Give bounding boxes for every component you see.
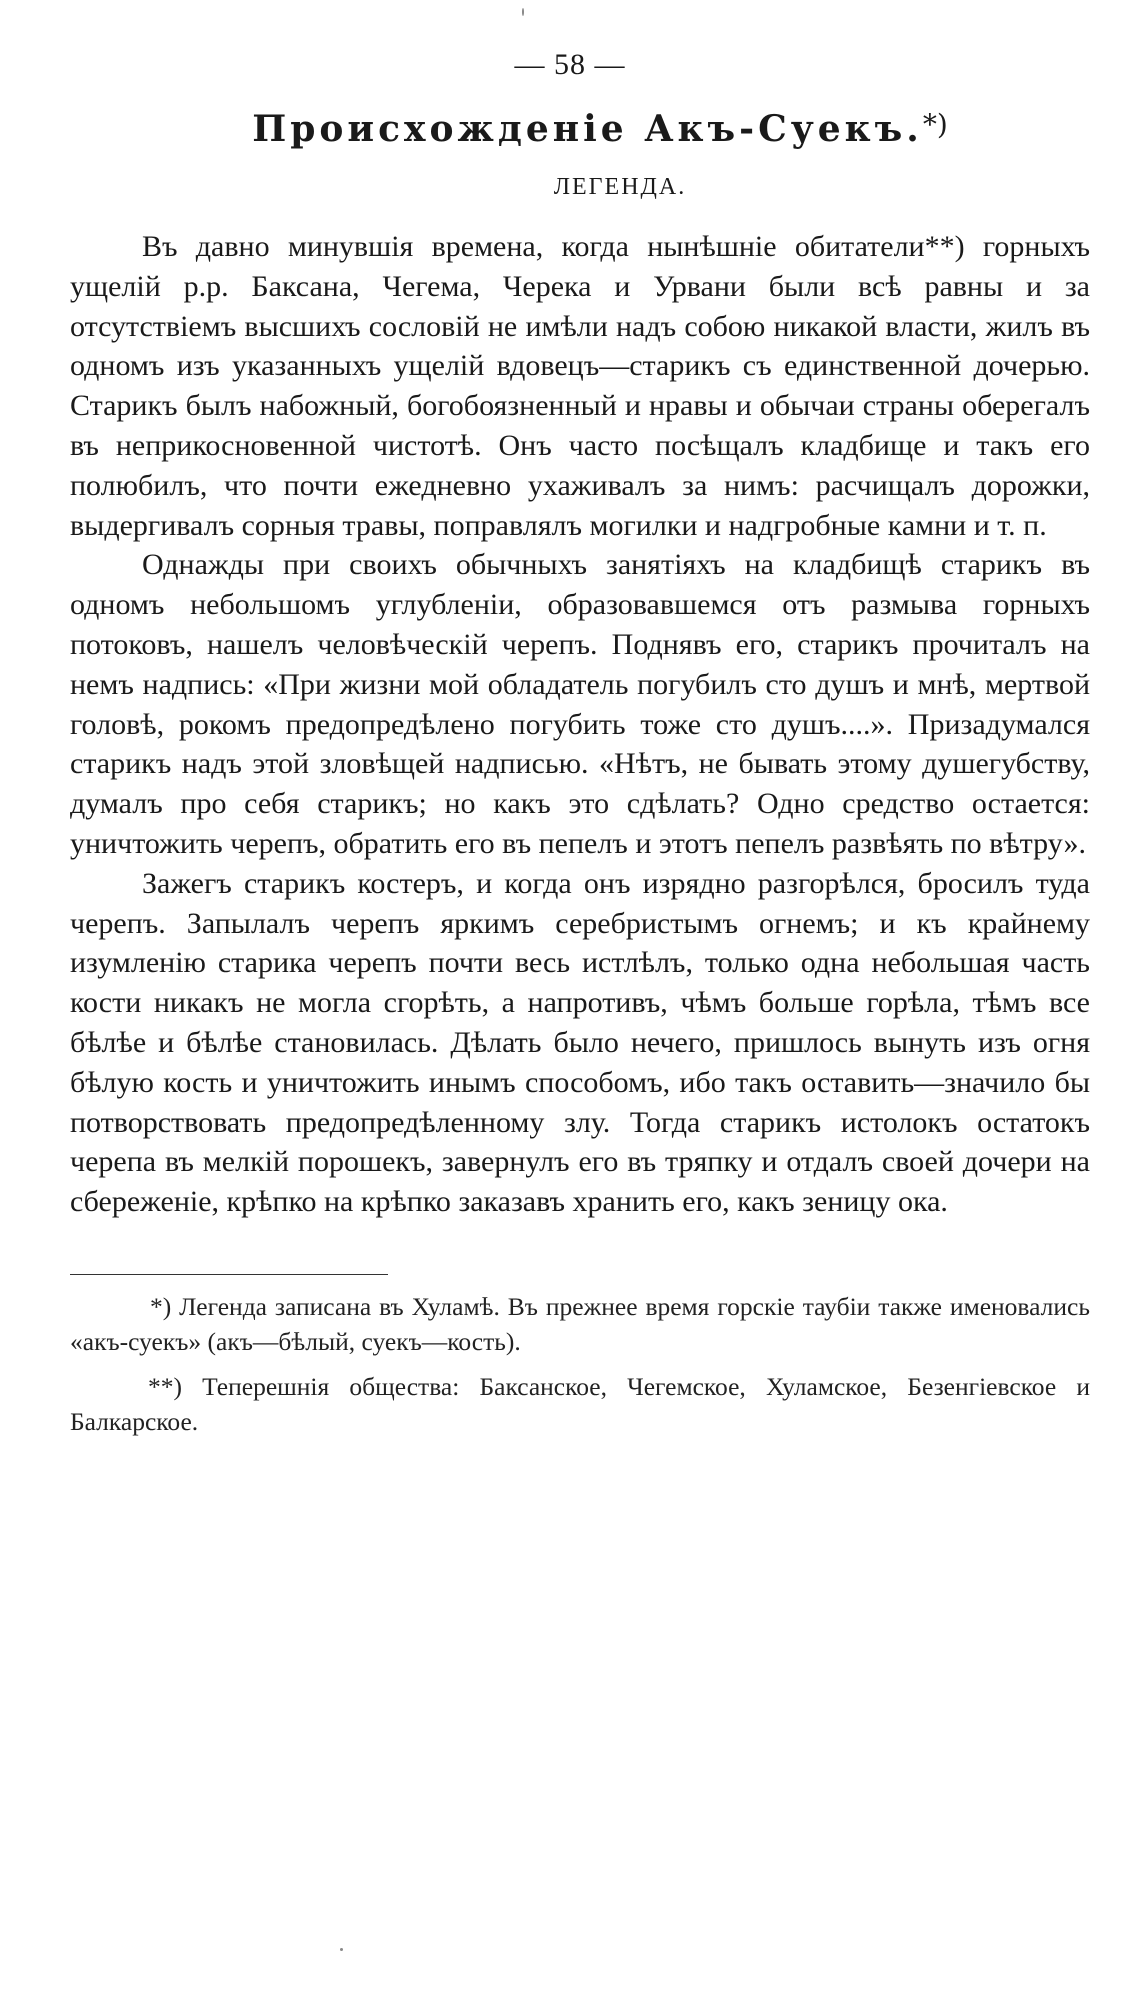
- footnote-divider: [70, 1274, 388, 1275]
- chapter-subtitle: ЛЕГЕНДА.: [553, 174, 687, 200]
- chapter-title-text: Происхожденіе Акъ-Суекъ.: [252, 108, 923, 150]
- paragraph: Въ давно минувшія времена, когда нынѣшніе обитатели**) горныхъ ущелій р.р. Баксана, Чегема, Черека и Урвани были всѣ равны и за отсутствіемъ высшихъ сословій не имѣли надъ собою никакой власти, жилъ въ одномъ изъ указанныхъ ущелій вдовецъ—старикъ съ единственной дочерью. Старикъ былъ набожный, богобоязненный и нравы и обычаи страны оберегалъ въ неприкосновенной чистотѣ. Онъ часто посѣщалъ кладбище и такъ его полюбилъ, что почти ежедневно ухаживалъ за нимъ: расчищалъ дорожки, выдергивалъ сорныя травы, поправлялъ могилки и надгробные камни и т. п.: [70, 230, 1090, 542]
- footnote: *) Легенда записана въ Хуламѣ. Въ прежнее время горскіе таубіи также именовались «акъ-суекъ» (акъ—бѣлый, суекъ—кость).: [70, 1291, 1090, 1356]
- paper-speck: [340, 1948, 343, 1951]
- title-footnote-mark: *): [922, 108, 948, 141]
- chapter-title: [110, 108, 1090, 150]
- footnotes: [70, 1289, 1090, 1439]
- footnote: **) Теперешнія общества: Баксанское, Чегемское, Хуламское, Безенгіевское и Балкарское.: [70, 1371, 1090, 1436]
- book-page: [70, 40, 1090, 1449]
- paragraph: Однажды при своихъ обычныхъ занятіяхъ на кладбищѣ старикъ въ одномъ небольшомъ углубленіи, образовавшемся отъ размыва горныхъ потоковъ, нашелъ человѣческій черепъ. Поднявъ его, старикъ прочиталъ на немъ надпись: «При жизни мой обладатель погубилъ сто душъ и мнѣ, мертвой головѣ, рокомъ предопредѣлено погубить тоже сто душъ....». Призадумался старикъ надъ этой зловѣщей надписью. «Нѣтъ, не бывать этому душегубству, думалъ про себя старикъ; но какъ это сдѣлать? Одно средство остается: уничтожить черепъ, обратить его въ пепелъ и этотъ пепелъ развѣять по вѣтру».: [70, 548, 1090, 860]
- paper-speck: [522, 8, 524, 16]
- paragraph: Зажегъ старикъ костеръ, и когда онъ изрядно разгорѣлся, бросилъ туда черепъ. Запылалъ черепъ яркимъ серебристымъ огнемъ; и къ крайнему изумленію старика черепъ почти весь истлѣлъ, только одна небольшая часть кости никакъ не могла сгорѣть, а напротивъ, чѣмъ больше горѣла, тѣмъ все бѣлѣе и бѣлѣе становилась. Дѣлать было нечего, пришлось вынуть изъ огня бѣлую кость и уничтожить инымъ способомъ, ибо такъ оставить—значило бы потворствовать предопредѣленному злу. Тогда старикъ истолокъ остатокъ черепа въ мелкій порошекъ, завернулъ его въ тряпку и отдалъ своей дочери на сбереженіе, крѣпко на крѣпко заказавъ хранить его, какъ зеницу ока.: [70, 866, 1090, 1219]
- body-text: [70, 227, 1090, 1222]
- page-number: — 58 —: [514, 48, 626, 81]
